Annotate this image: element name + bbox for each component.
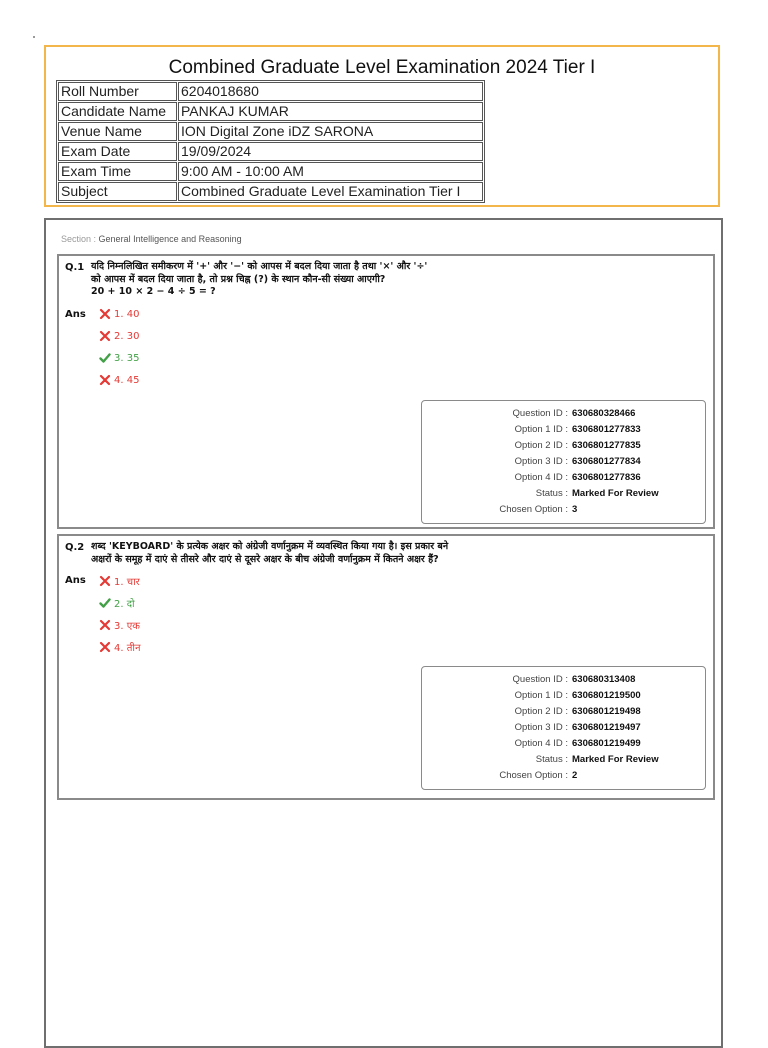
meta-label: Option 2 ID : — [514, 440, 568, 451]
meta-status — [422, 486, 705, 502]
info-row-subject — [58, 182, 483, 201]
exam-header — [44, 45, 720, 207]
question-number: Q.1 — [65, 262, 85, 273]
meta-option-3-id — [422, 720, 705, 736]
answer-label: Ans — [65, 575, 86, 586]
option-3 — [99, 618, 140, 632]
option-1 — [99, 308, 139, 320]
exam-title: Combined Graduate Level Examination 2024 Tier I — [168, 57, 596, 78]
info-row-exam-time — [58, 162, 483, 181]
info-value: 6204018680 — [178, 82, 483, 101]
info-label: Roll Number — [58, 82, 177, 101]
meta-label: Option 1 ID : — [514, 424, 568, 435]
meta-value: 6306801219497 — [572, 722, 641, 733]
question-text — [91, 261, 561, 299]
question-meta-box — [421, 400, 706, 524]
meta-question-id — [422, 406, 705, 422]
option-3 — [99, 352, 139, 364]
option-label: 3. एक — [114, 621, 140, 632]
meta-value: 6306801277834 — [572, 456, 641, 467]
meta-label: Option 2 ID : — [514, 706, 568, 717]
option-label: 2. 30 — [114, 330, 140, 342]
info-label: Subject — [58, 182, 177, 201]
section-heading — [61, 234, 242, 244]
meta-value: Marked For Review — [572, 754, 659, 765]
info-row-candidate-name — [58, 102, 483, 121]
option-4 — [99, 640, 141, 654]
question-panel-1 — [57, 254, 715, 529]
cross-mark-icon — [99, 330, 111, 342]
question-number: Q.2 — [65, 542, 85, 553]
meta-value: 2 — [572, 770, 578, 781]
question-meta-box — [421, 666, 706, 790]
question-text-line: यदि निम्नलिखित समीकरण में '+' और '−' को आपस में बदल दिया जाता है तथा '×' और '÷' — [91, 261, 428, 272]
meta-label: Chosen Option : — [499, 504, 568, 515]
meta-value: 630680328466 — [572, 408, 636, 419]
question-text-line: को आपस में बदल दिया जाता है, तो प्रश्न चिह्न (?) के स्थान कौन-सी संख्या आएगी? — [91, 273, 386, 285]
option-label: 4. तीन — [114, 643, 141, 654]
meta-question-id — [422, 672, 705, 688]
cross-mark-icon — [99, 308, 111, 320]
info-label: Exam Date — [58, 142, 177, 161]
meta-label: Question ID : — [512, 674, 568, 685]
option-4 — [99, 374, 139, 386]
info-value: ION Digital Zone iDZ SARONA — [178, 122, 483, 141]
check-mark-icon — [99, 352, 111, 364]
meta-value: 6306801277836 — [572, 472, 641, 483]
meta-label: Option 3 ID : — [514, 722, 568, 733]
meta-option-1-id — [422, 688, 705, 704]
info-label: Candidate Name — [58, 102, 177, 121]
meta-label: Question ID : — [512, 408, 568, 419]
meta-label: Option 3 ID : — [514, 456, 568, 467]
meta-option-3-id — [422, 454, 705, 470]
option-label: 2. दो — [114, 599, 135, 610]
info-value: Combined Graduate Level Examination Tier I — [178, 182, 483, 201]
meta-label: Option 1 ID : — [514, 690, 568, 701]
meta-value: 3 — [572, 504, 578, 515]
meta-value: 6306801219500 — [572, 690, 641, 701]
info-row-venue-name — [58, 122, 483, 141]
option-label: 1. चार — [114, 577, 140, 588]
meta-label: Status : — [535, 754, 568, 765]
meta-status — [422, 752, 705, 768]
meta-label: Option 4 ID : — [514, 472, 568, 483]
meta-value: Marked For Review — [572, 488, 659, 499]
meta-option-4-id — [422, 470, 705, 486]
meta-label: Chosen Option : — [499, 770, 568, 781]
info-value: PANKAJ KUMAR — [178, 102, 483, 121]
scan-dot — [33, 36, 35, 38]
meta-value: 6306801277835 — [572, 440, 641, 451]
meta-value: 6306801219499 — [572, 738, 641, 749]
option-label: 3. 35 — [114, 352, 140, 364]
meta-label: Option 4 ID : — [514, 738, 568, 749]
response-sheet — [44, 218, 723, 1048]
info-value: 9:00 AM - 10:00 AM — [178, 162, 483, 181]
info-label: Exam Time — [58, 162, 177, 181]
cross-mark-icon — [99, 641, 111, 653]
section-prefix: Section : — [61, 234, 97, 244]
candidate-info-table — [56, 80, 485, 203]
meta-chosen-option — [422, 768, 705, 784]
option-label: 1. 40 — [114, 308, 140, 320]
option-1 — [99, 574, 140, 588]
section-name: General Intelligence and Reasoning — [98, 234, 242, 244]
info-value: 19/09/2024 — [178, 142, 483, 161]
meta-option-2-id — [422, 704, 705, 720]
meta-value: 630680313408 — [572, 674, 636, 685]
check-mark-icon — [99, 597, 111, 609]
info-row-roll-number — [58, 82, 483, 101]
meta-value: 6306801219498 — [572, 706, 641, 717]
option-label: 4. 45 — [114, 374, 140, 386]
option-2 — [99, 596, 135, 610]
cross-mark-icon — [99, 575, 111, 587]
answer-label: Ans — [65, 309, 86, 320]
meta-label: Status : — [535, 488, 568, 499]
meta-value: 6306801277833 — [572, 424, 641, 435]
meta-option-1-id — [422, 422, 705, 438]
question-panel-2 — [57, 534, 715, 800]
question-text-line: शब्द 'KEYBOARD' के प्रत्येक अक्षर को अंग्रेजी वर्णानुक्रम में व्यवस्थित किया गया है। इस प्रकार बने — [91, 541, 449, 552]
info-label: Venue Name — [58, 122, 177, 141]
question-text-line: 20 + 10 × 2 − 4 ÷ 5 = ? — [91, 286, 216, 297]
cross-mark-icon — [99, 619, 111, 631]
option-2 — [99, 330, 139, 342]
question-text-line: अक्षरों के समूह में दाएं से तीसरे और दाएं से दूसरे अक्षर के बीच अंग्रेजी वर्णानुक्रम में कितने अक्षर हैं? — [91, 553, 439, 565]
cross-mark-icon — [99, 374, 111, 386]
meta-option-4-id — [422, 736, 705, 752]
meta-chosen-option — [422, 502, 705, 518]
question-text — [91, 541, 561, 566]
info-row-exam-date — [58, 142, 483, 161]
meta-option-2-id — [422, 438, 705, 454]
